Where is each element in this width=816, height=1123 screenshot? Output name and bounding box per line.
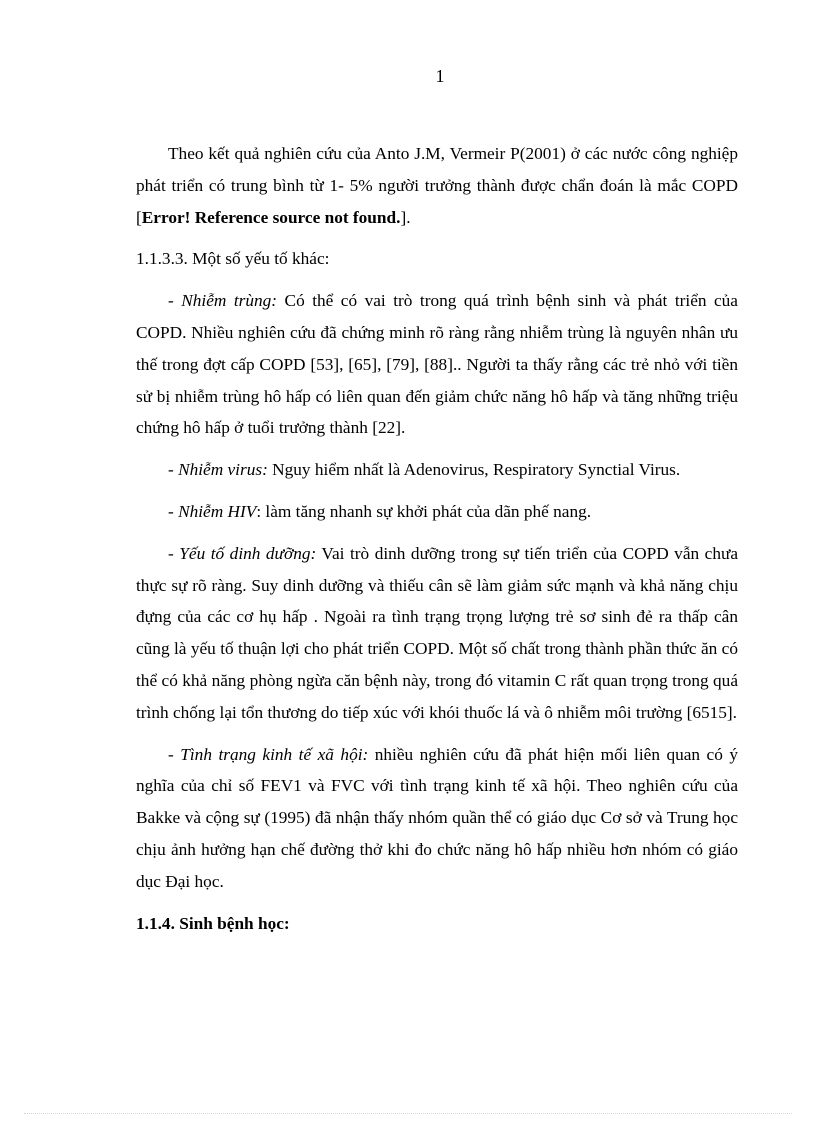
section-heading-1133: 1.1.3.3. Một số yếu tố khác: (136, 249, 330, 269)
factor-term: Yếu tố dinh dưỡng: (179, 543, 317, 563)
page-bottom-divider (24, 1113, 792, 1114)
factor-socioeconomic (136, 739, 738, 898)
page-number: 1 (435, 66, 445, 86)
factor-dash: - (168, 291, 182, 311)
intro-paragraph (136, 138, 738, 233)
intro-text: Theo kết quả nghiên cứu của Anto J.M, Vermeir P(2001) ở các nước công nghiệp phát triển có trung bình từ 1- 5% người trưởng thành được chẩn đoán là mắc COPD [ (136, 144, 738, 227)
factor-virus (136, 454, 738, 486)
factor-text: : làm tăng nhanh sự khởi phát của dãn phế nang. (256, 501, 592, 521)
factor-hiv (136, 496, 738, 528)
factor-text: nhiều nghiên cứu đã phát hiện mối liên quan có ý nghĩa của chỉ số FEV1 và FVC với tình trạng kinh tế xã hội. Theo nghiên cứu của Bakke và cộng sự (1995) đã nhận thấy nhóm quần thể có giáo dục Cơ sở và Trung học chịu ảnh hưởng hạn chế đường thở khi đo chức năng hô hấp nhiều hơn nhóm có giáo dục Đại học. (136, 744, 738, 891)
document-body (136, 138, 738, 945)
section-heading-114: 1.1.4. Sinh bệnh học: (136, 913, 290, 933)
factor-term: Tình trạng kinh tế xã hội: (180, 744, 369, 764)
factor-dash: - (168, 744, 181, 764)
factor-dash: - (168, 543, 180, 563)
factor-text: Có thể có vai trò trong quá trình bệnh sinh và phát triển của COPD. Nhiều nghiên cứu đã chứng minh rõ ràng rằng nhiễm trùng là nguyên nhân ưu thế trong đợt cấp COPD [53], [65], [79], [88].. Người ta thấy rằng các trẻ nhỏ với tiền sử bị nhiễm trùng hô hấp có liên quan đến giảm chức năng hô hấp và tăng những triệu chứng hô hấp ở tuổi trưởng thành [22]. (136, 291, 738, 438)
intro-text-end: ]. (400, 207, 411, 227)
factor-term: Nhiễm trùng: (181, 291, 278, 311)
factor-dash: - (168, 501, 179, 521)
factor-dash: - (168, 460, 179, 480)
factor-text: Vai trò dinh dưỡng trong sự tiến triển của COPD vẫn chưa thực sự rõ ràng. Suy dinh dưỡng và thiếu cân sẽ làm giảm sức mạnh và khả năng chịu đựng của các cơ hụ hấp . Ngoài ra tình trạng trọng lượng trẻ sơ sinh đẻ ra thấp cân cũng là yếu tố thuận lợi cho phát triển COPD. Một số chất trong thành phần thức ăn có thể có khả năng phòng ngừa căn bệnh này, trong đó vitamin C rất quan trọng trong quá trình chống lại tổn thương do tiếp xúc với khói thuốc lá và ô nhiễm môi trường [6515]. (136, 543, 738, 722)
factor-infection (136, 285, 738, 444)
factor-term: Nhiễm HIV (178, 501, 257, 521)
factor-text: Nguy hiểm nhất là Adenovirus, Respiratory Synctial Virus. (267, 460, 681, 480)
factor-nutrition (136, 538, 738, 729)
reference-error: Error! Reference source not found. (141, 207, 401, 227)
factor-term: Nhiễm virus: (178, 460, 268, 480)
